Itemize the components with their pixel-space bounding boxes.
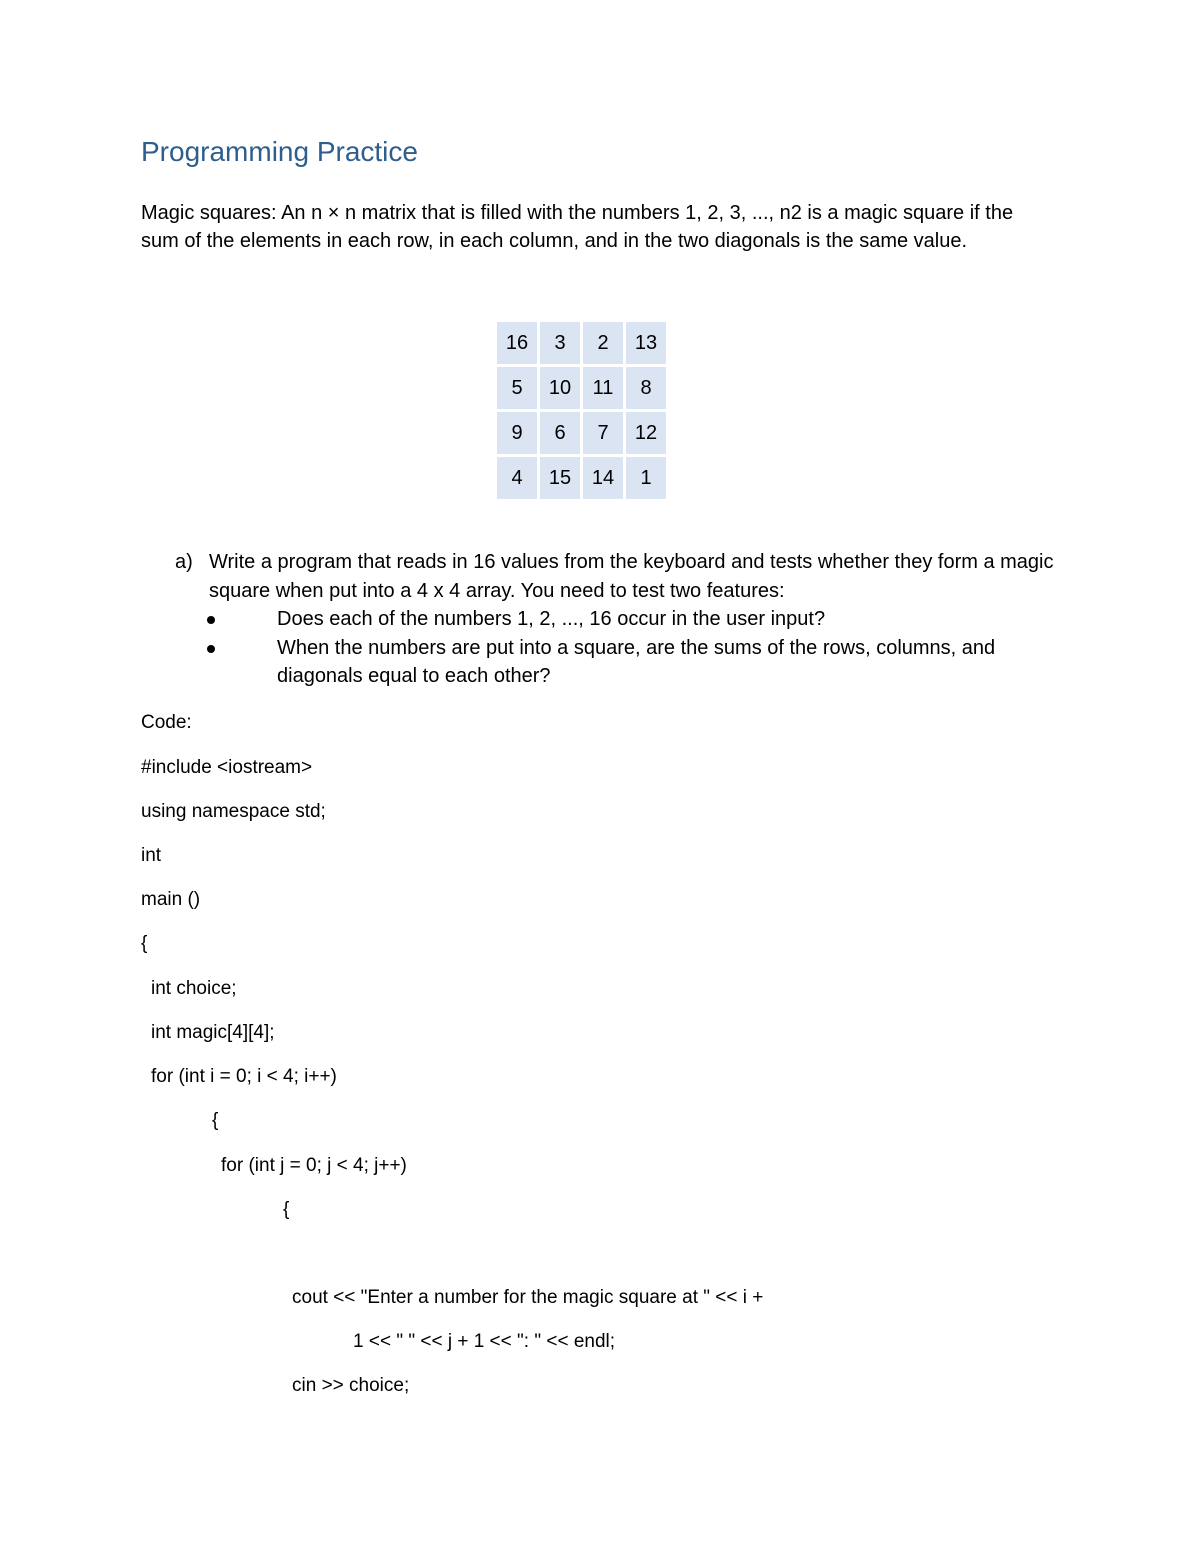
code-line: main () (141, 889, 201, 910)
code-line: for (int i = 0; i < 4; i++) (151, 1066, 337, 1087)
code-line: #include <iostream> (141, 757, 313, 778)
table-cell: 6 (540, 412, 580, 454)
table-cell: 10 (540, 367, 580, 409)
page-title: Programming Practice (141, 136, 418, 167)
table-cell: 7 (583, 412, 623, 454)
code-line: { (283, 1199, 290, 1220)
bullet-text: Does each of the numbers 1, 2, ..., 16 occur in the user input? (277, 608, 826, 630)
table-cell: 16 (497, 322, 537, 364)
table-cell: 13 (626, 322, 666, 364)
table-cell: 4 (497, 457, 537, 499)
table-row (497, 322, 666, 364)
task-item (175, 548, 1055, 691)
task-bullet-list (209, 605, 1055, 691)
table-cell: 1 (626, 457, 666, 499)
table-cell: 8 (626, 367, 666, 409)
table-row (497, 367, 666, 409)
code-line: 1 << " " << j + 1 << ": " << endl; (353, 1331, 616, 1352)
code-line: using namespace std; (141, 801, 326, 822)
bullet-text: When the numbers are put into a square, are the sums of the rows, columns, and diagonals equal to each other? (277, 636, 996, 687)
table-cell: 15 (540, 457, 580, 499)
code-line: int magic[4][4]; (151, 1022, 275, 1043)
table-cell: 9 (497, 412, 537, 454)
table-row (497, 412, 666, 454)
list-item (209, 634, 1055, 691)
code-line: cout << "Enter a number for the magic square at " << i + (292, 1287, 764, 1308)
code-line: { (212, 1110, 219, 1131)
table-row (497, 457, 666, 499)
code-line: int (141, 845, 162, 866)
table-cell: 12 (626, 412, 666, 454)
code-line: cin >> choice; (292, 1375, 410, 1396)
code-line: { (141, 933, 148, 954)
task-label: a) (175, 551, 193, 573)
list-item (209, 605, 1055, 634)
table-cell: 5 (497, 367, 537, 409)
code-line: int choice; (151, 978, 237, 999)
magic-square-table (494, 319, 669, 502)
intro-paragraph: Magic squares: An n × n matrix that is filled with the numbers 1, 2, 3, ..., n2 is a magic square if the sum of the elements in each row, in each column, and in the two diagonals is the same value. (141, 202, 1014, 252)
table-cell: 3 (540, 322, 580, 364)
code-heading: Code: (141, 712, 192, 733)
task-text: Write a program that reads in 16 values from the keyboard and tests whether they form a magic square when put into a 4 x 4 array. You need to test two features: (209, 551, 1054, 602)
code-line: for (int j = 0; j < 4; j++) (221, 1155, 407, 1176)
table-cell: 2 (583, 322, 623, 364)
table-cell: 11 (583, 367, 623, 409)
table-cell: 14 (583, 457, 623, 499)
